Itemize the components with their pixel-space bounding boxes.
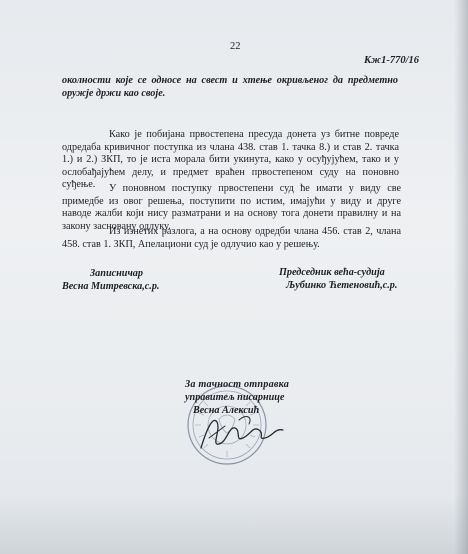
stamp-line-name: Весна Алексић	[193, 405, 260, 416]
stamp-line-registry-manager: управитељ писарнице	[185, 392, 285, 403]
paragraph-continuation: околности које се односе на свест и хтење окривљеног да предметно оружје држи као своје.	[62, 75, 398, 99]
paragraph-conclusion: Из изнетих разлога, а на основу одредби члана 456. став 2, члана 458. став 1. ЗКП, Апелациони суд је одлучио као у решењу.	[62, 226, 401, 250]
presiding-judge-name: Љубинко Ћетеновић,с.р.	[286, 280, 398, 291]
stamp-line-accuracy: За тачност отправка	[185, 379, 290, 390]
recorder-title: Записничар	[90, 268, 143, 279]
case-number: Кж1-770/16	[364, 55, 420, 66]
paragraph-reasoning: Како је побијана првостепена пресуда донета уз битне повреде одредаба кривичног поступка из члана 438. став 1. тачка 8.) и став 2. тачка 1.) и 2.) ЗКП, то је иста морала бити укинута, како у осуђујућем, тако и у ослобађајућем делу, и предмет враћен првостепеном суду на поновно суђење.	[62, 129, 399, 191]
presiding-judge-title: Председник већа-судија	[279, 267, 385, 278]
page-number: 22	[230, 41, 241, 52]
recorder-name: Весна Митревска,с.р.	[62, 281, 160, 292]
paragraph-retrial-instructions: У поновном поступку првостепени суд ће имати у виду све примедбе из овог решења, поступити по истим, имајући у виду и друге наводе жалби који нису разматрани и на основу тога донети правилну и на закону засновану одлуку.	[62, 183, 401, 232]
